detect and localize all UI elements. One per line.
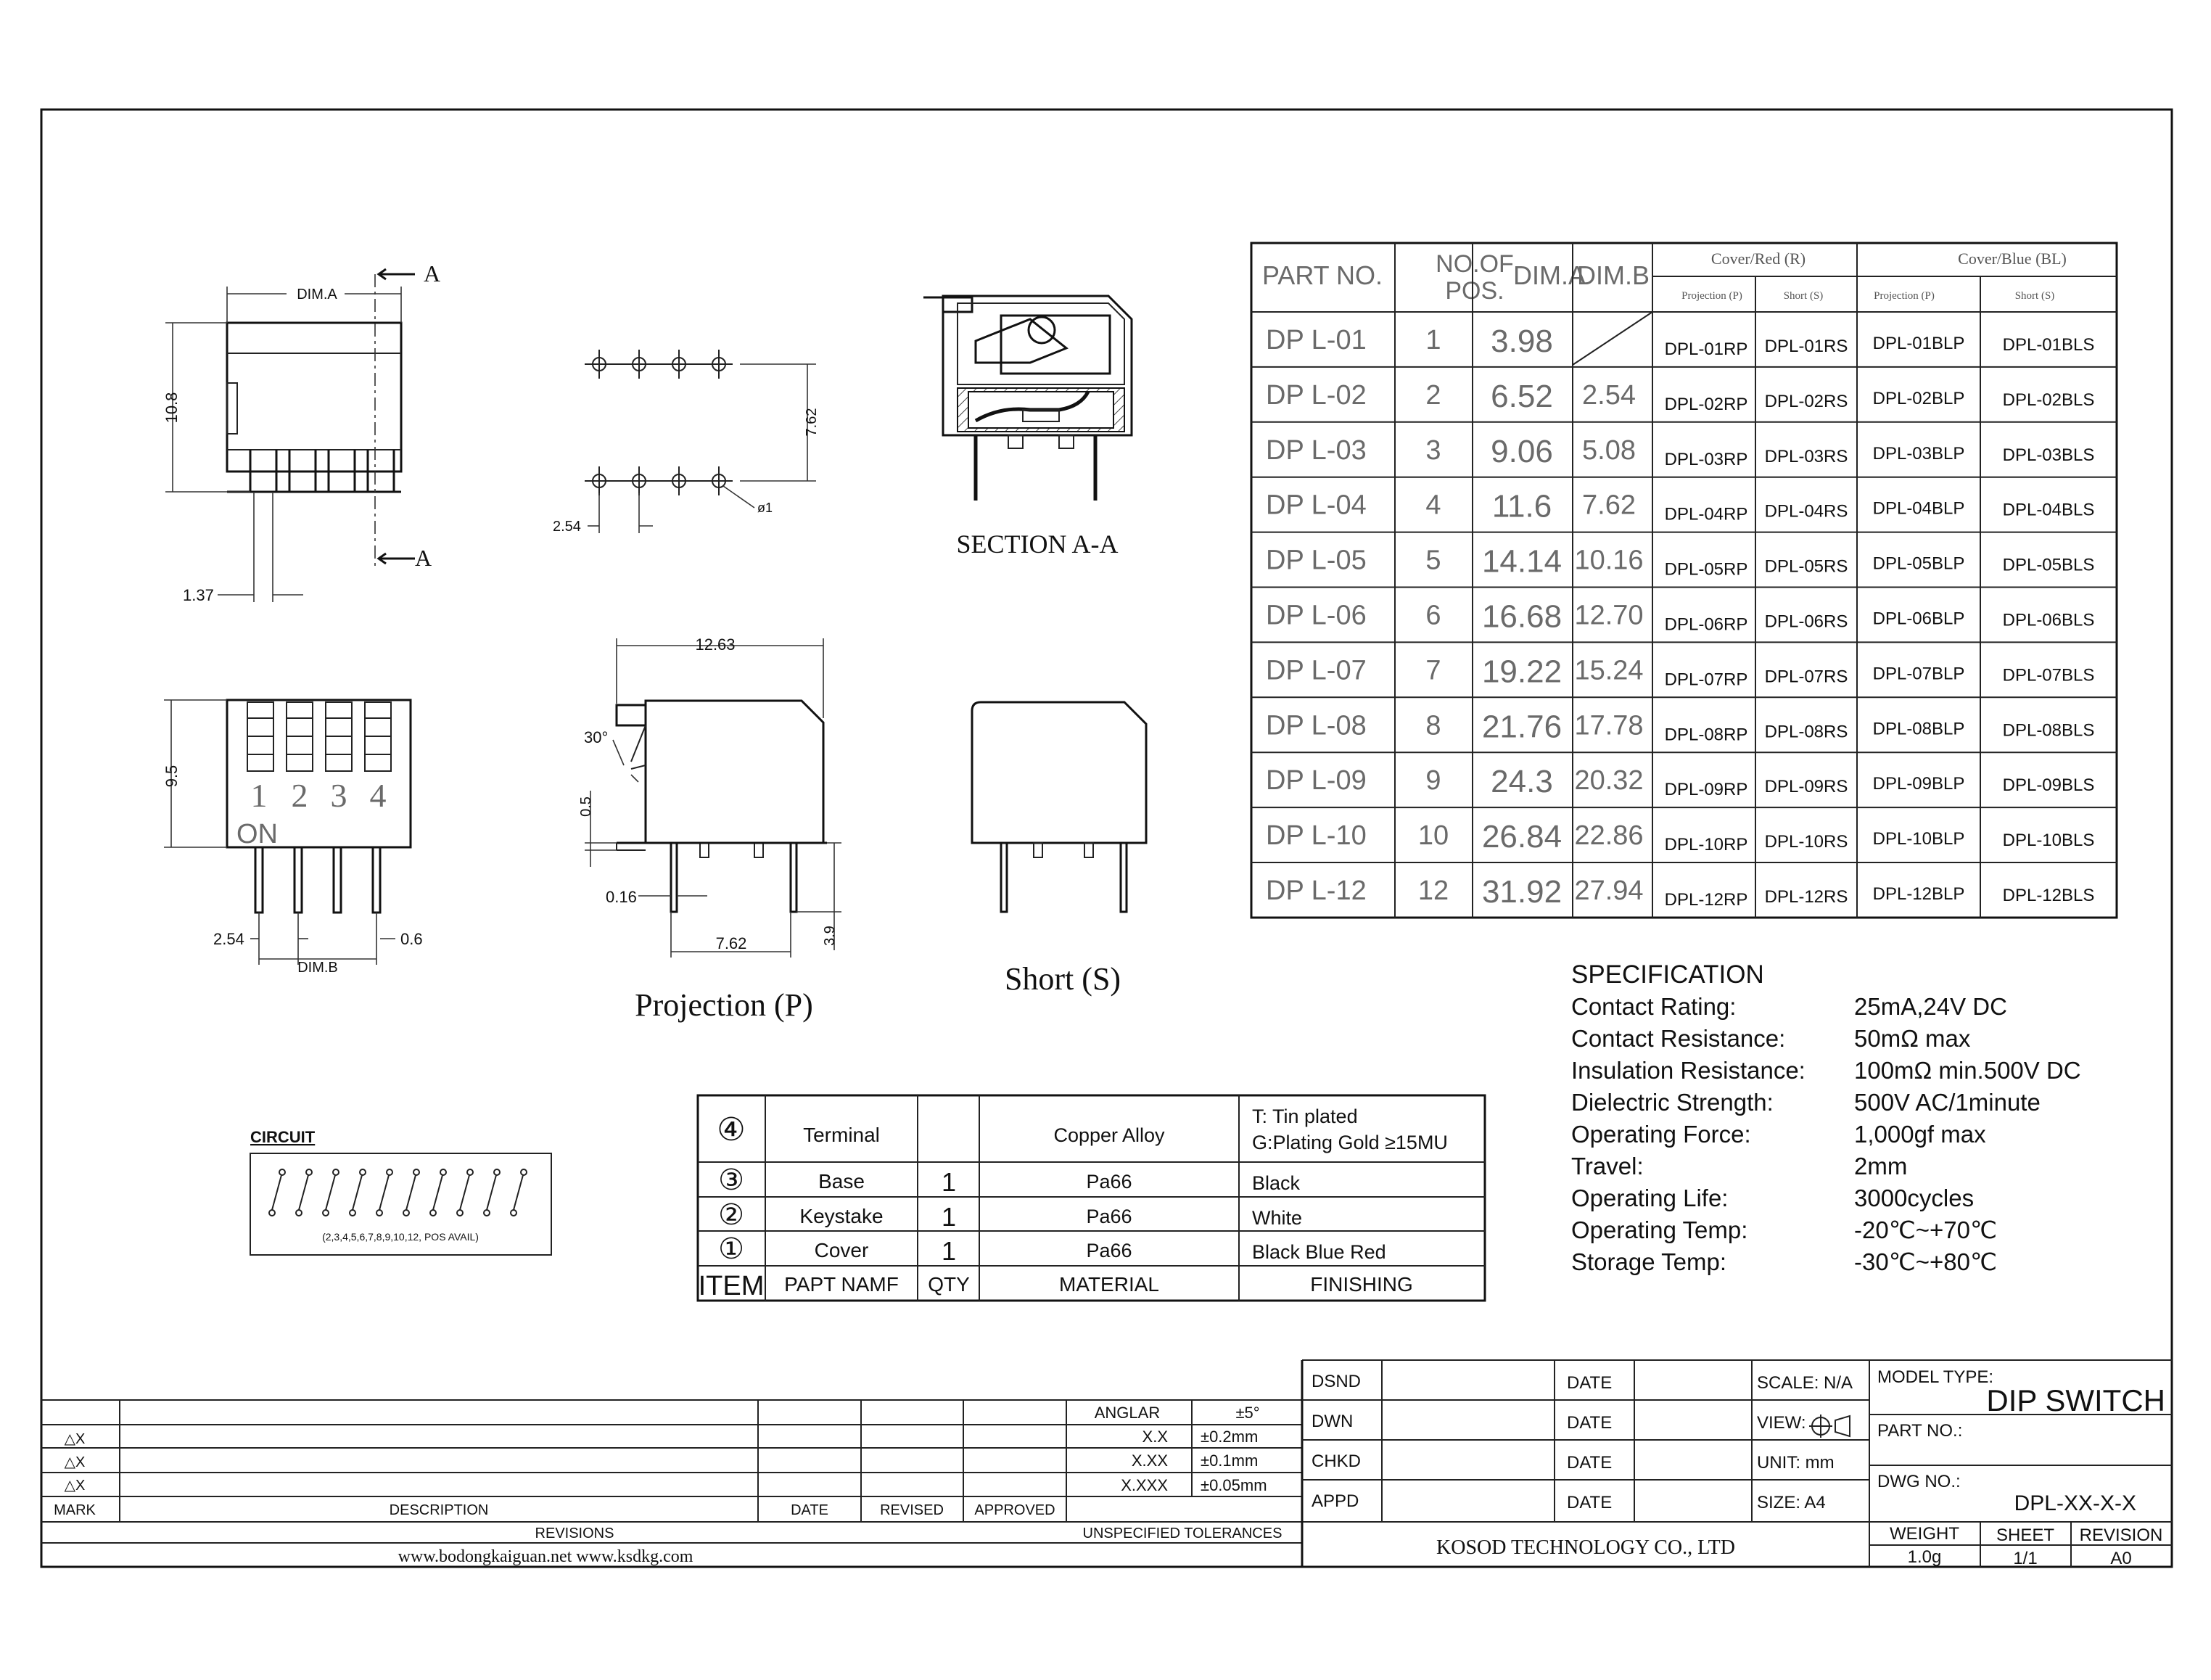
part-no-cell: DP L-06 (1266, 600, 1367, 631)
blue-projection-cell: DPL-06BLP (1872, 609, 1965, 629)
switch-contact-top (521, 1169, 527, 1175)
blue-projection-cell: DPL-03BLP (1872, 443, 1965, 464)
switch-contact-bottom (511, 1210, 516, 1216)
spec-label: Dielectric Strength: (1571, 1089, 1774, 1116)
approval-role: DSND (1312, 1372, 1362, 1391)
part-no-cell: DP L-02 (1266, 379, 1367, 411)
blue-projection-cell: DPL-01BLP (1872, 333, 1965, 353)
bom-material: Copper Alloy (1053, 1124, 1165, 1146)
part-no-cell: DP L-10 (1266, 820, 1367, 852)
part-no-cell: DP L-01 (1266, 324, 1367, 355)
part-no-label: PART NO.: (1877, 1421, 1963, 1441)
switch-number-1: 1 (250, 777, 268, 814)
positions-cell: 7 (1425, 655, 1441, 686)
tolerance-key: X.XXX (1121, 1476, 1168, 1494)
switch-number-4: 4 (369, 777, 387, 814)
switch-lever (379, 1175, 389, 1210)
red-projection-cell: DPL-10RP (1664, 835, 1748, 855)
positions-cell: 5 (1425, 545, 1441, 576)
red-short-cell: DPL-10RS (1764, 832, 1848, 852)
spec-value: 1,000gf max (1854, 1121, 1986, 1148)
top-view (162, 260, 440, 604)
bom-material: Pa66 (1086, 1171, 1132, 1193)
red-projection-cell: DPL-05RP (1664, 559, 1748, 580)
tolerance-key: ANGLAR (1094, 1404, 1161, 1422)
switch-contact-bottom (296, 1210, 302, 1216)
approval-date-label: DATE (1567, 1453, 1613, 1473)
spec-value: 50mΩ max (1854, 1025, 1971, 1052)
hole-dia-label: ø1 (757, 501, 773, 515)
approval-role: APPD (1312, 1491, 1359, 1511)
positions-cell: 2 (1425, 379, 1441, 411)
projection-view (578, 635, 841, 1023)
bom-finishing: G:Plating Gold ≥15MU (1252, 1132, 1448, 1153)
spec-label: Contact Resistance: (1571, 1025, 1786, 1052)
header-no-of: NO.OF (1436, 250, 1514, 278)
proj-h1-label: 0.5 (578, 796, 594, 817)
blue-projection-cell: DPL-04BLP (1872, 498, 1965, 519)
rev-date-header: DATE (791, 1502, 828, 1518)
header-part-no: PART NO. (1261, 260, 1383, 290)
section-mark-top: A (424, 260, 441, 287)
websites: www.bodongkaiguan.net www.ksdkg.com (398, 1547, 693, 1566)
short-view (972, 702, 1146, 997)
spec-label: Operating Temp: (1571, 1216, 1748, 1243)
proj-width-label: 12.63 (695, 635, 736, 654)
bom-qty: 1 (941, 1202, 957, 1232)
rev-revised-header: REVISED (880, 1502, 944, 1518)
part-no-cell: DP L-03 (1266, 435, 1367, 466)
positions-cell: 10 (1417, 820, 1449, 852)
part-no-cell: DP L-12 (1266, 875, 1367, 906)
header-blue-short: Short (S) (2014, 290, 2055, 302)
spec-value: 25mA,24V DC (1854, 993, 2007, 1020)
dim-b-label: DIM.B (297, 960, 338, 976)
spec-value: -30℃~+80℃ (1854, 1248, 1998, 1275)
bom-qty: 1 (941, 1167, 957, 1197)
dim-a-cell: 19.22 (1481, 654, 1562, 690)
blue-projection-cell: DPL-12BLP (1872, 884, 1965, 904)
tolerance-key: X.XX (1131, 1452, 1168, 1470)
projection-title: Projection (P) (635, 987, 813, 1023)
approval-info: VIEW: (1757, 1413, 1806, 1433)
sheet-label: SHEET (1996, 1525, 2055, 1545)
company-name: KOSOD TECHNOLOGY CO., LTD (1436, 1536, 1735, 1559)
sheet-value: 1/1 (2013, 1549, 2038, 1568)
red-short-cell: DPL-12RS (1764, 886, 1848, 907)
bom-header-material: MATERIAL (1059, 1273, 1159, 1296)
red-projection-cell: DPL-03RP (1664, 449, 1748, 469)
spec-label: Operating Life: (1571, 1185, 1729, 1211)
dim-b-cell: 22.86 (1574, 820, 1644, 852)
dim-a-cell: 11.6 (1491, 488, 1552, 524)
tolerance-key: X.X (1142, 1428, 1168, 1446)
switch-contact-bottom (323, 1210, 329, 1216)
switch-contact-top (306, 1169, 312, 1175)
header-red-short: Short (S) (1783, 290, 1824, 302)
bom-item-number: ③ (718, 1164, 744, 1196)
bom-item-number: ② (718, 1199, 744, 1231)
blue-projection-cell: DPL-08BLP (1872, 719, 1965, 739)
header-blue-projection: Projection (P) (1874, 290, 1935, 302)
red-projection-cell: DPL-08RP (1664, 725, 1748, 745)
spec-label: Insulation Resistance: (1571, 1057, 1806, 1084)
switch-contact-top (440, 1169, 446, 1175)
model-type-label: MODEL TYPE: (1877, 1367, 1994, 1387)
dim-b-cell: 7.62 (1582, 490, 1636, 521)
pitch-label: 1.37 (183, 586, 214, 604)
switch-number-3: 3 (330, 777, 347, 814)
blue-projection-cell: DPL-10BLP (1872, 829, 1965, 849)
bom-finishing: Black (1252, 1172, 1301, 1194)
section-mark-bottom: A (415, 545, 432, 571)
switch-contact-bottom (350, 1210, 355, 1216)
dim-b-cell: 17.78 (1574, 710, 1644, 741)
switch-lever (514, 1175, 523, 1210)
bom-part-name: Cover (814, 1239, 869, 1261)
red-short-cell: DPL-03RS (1764, 446, 1848, 466)
switch-lever (460, 1175, 469, 1210)
short-title: Short (S) (1004, 961, 1121, 997)
dim-a-cell: 14.14 (1481, 543, 1562, 580)
switch-contact-bottom (403, 1210, 409, 1216)
spec-value: 3000cycles (1854, 1185, 1975, 1211)
blue-short-cell: DPL-07BLS (2002, 665, 2095, 685)
bom-item-number: ① (718, 1233, 744, 1265)
approval-info: SIZE: A4 (1757, 1493, 1826, 1512)
red-short-cell: DPL-04RS (1764, 501, 1848, 522)
bom-part-name: Terminal (803, 1124, 880, 1146)
rev-approved-header: APPROVED (974, 1502, 1055, 1518)
switch-contact-top (279, 1169, 285, 1175)
pin-thickness-label: 0.16 (606, 888, 637, 906)
approval-date-label: DATE (1567, 1493, 1613, 1512)
positions-cell: 6 (1425, 600, 1441, 631)
switch-contact-top (413, 1169, 419, 1175)
header-cover-red: Cover/Red (R) (1710, 250, 1806, 268)
revisions-label: REVISIONS (535, 1525, 614, 1541)
switch-lever (487, 1175, 496, 1210)
switch-contact-bottom (457, 1210, 463, 1216)
red-short-cell: DPL-09RS (1764, 777, 1848, 797)
blue-short-cell: DPL-06BLS (2002, 610, 2095, 630)
bom-part-name: Base (818, 1170, 865, 1193)
dim-a-label: DIM.A (297, 287, 337, 302)
rev-mark-1: △X (64, 1431, 86, 1447)
specification (1571, 960, 2081, 1275)
dim-a-cell: 16.68 (1481, 598, 1562, 635)
dim-a-cell: 6.52 (1491, 378, 1553, 414)
approval-date-label: DATE (1567, 1373, 1613, 1393)
red-projection-cell: DPL-01RP (1664, 339, 1748, 359)
switch-contact-top (360, 1169, 366, 1175)
positions-cell: 9 (1425, 765, 1441, 796)
header-dim-b: DIM.B (1576, 260, 1650, 290)
bom-finishing: Black Blue Red (1252, 1241, 1386, 1263)
dim-a-cell: 9.06 (1491, 433, 1553, 469)
red-projection-cell: DPL-02RP (1664, 394, 1748, 414)
dim-b-cell: 5.08 (1582, 435, 1636, 466)
circuit-title: CIRCUIT (250, 1128, 316, 1146)
blue-projection-cell: DPL-09BLP (1872, 774, 1965, 794)
rev-description-header: DESCRIPTION (389, 1502, 489, 1518)
rev-mark-2: △X (64, 1454, 86, 1470)
tolerances-label: UNSPECIFIED TOLERANCES (1082, 1525, 1282, 1541)
part-no-cell: DP L-08 (1266, 710, 1367, 741)
spec-label: Travel: (1571, 1153, 1644, 1179)
section-view (923, 296, 1132, 559)
red-short-cell: DPL-01RS (1764, 336, 1848, 356)
pin-width-label: 0.6 (400, 930, 423, 948)
tolerance-value: ±0.05mm (1201, 1476, 1267, 1494)
pcb-pitch-label: 2.54 (553, 519, 581, 535)
bom-finishing: T: Tin plated (1252, 1105, 1358, 1127)
red-projection-cell: DPL-06RP (1664, 614, 1748, 635)
bill-of-materials (698, 1095, 1485, 1301)
spec-value: 500V AC/1minute (1854, 1089, 2041, 1116)
red-short-cell: DPL-06RS (1764, 612, 1848, 632)
bom-part-name: Keystake (799, 1205, 884, 1227)
circuit-note: (2,3,4,5,6,7,8,9,10,12, POS AVAIL) (322, 1231, 479, 1243)
front-pitch-label: 2.54 (213, 930, 244, 948)
tolerance-value: ±0.2mm (1201, 1428, 1259, 1446)
dim-a-cell: 24.3 (1491, 764, 1553, 800)
dim-a-cell: 26.84 (1481, 819, 1562, 855)
switch-contact-bottom (484, 1210, 490, 1216)
part-no-cell: DP L-09 (1266, 765, 1367, 796)
bom-header-item: ITEM (698, 1271, 765, 1301)
red-projection-cell: DPL-09RP (1664, 780, 1748, 800)
approval-role: CHKD (1312, 1452, 1362, 1471)
switch-contact-bottom (430, 1210, 436, 1216)
spec-label: Storage Temp: (1571, 1248, 1727, 1275)
switch-lever (406, 1175, 416, 1210)
switch-contact-top (467, 1169, 473, 1175)
spec-value: 2mm (1854, 1153, 1908, 1179)
switch-contact-bottom (269, 1210, 275, 1216)
blue-projection-cell: DPL-07BLP (1872, 664, 1965, 684)
section-title: SECTION A-A (956, 530, 1119, 559)
bom-material: Pa66 (1086, 1240, 1132, 1261)
dim-b-cell: 15.24 (1574, 655, 1644, 686)
row-gap-label: 7.62 (804, 408, 820, 437)
switch-lever (353, 1175, 362, 1210)
switch-contact-top (494, 1169, 500, 1175)
dim-b-cell: 27.94 (1574, 875, 1644, 906)
blue-projection-cell: DPL-02BLP (1872, 388, 1965, 408)
tolerance-value: ±5° (1235, 1404, 1260, 1422)
bom-item-number: ④ (717, 1112, 746, 1148)
rev-mark-3: △X (64, 1478, 86, 1494)
revision-label: REVISION (2079, 1525, 2163, 1545)
switch-lever (299, 1175, 308, 1210)
header-dim-a: DIM.A (1512, 260, 1586, 290)
switch-contact-bottom (376, 1210, 382, 1216)
on-label: ON (236, 819, 278, 849)
red-projection-cell: DPL-12RP (1664, 889, 1748, 910)
model-type: DIP SWITCH (1986, 1383, 2165, 1417)
pcb-hole-pattern (553, 350, 820, 535)
dim-a-cell: 21.76 (1481, 709, 1562, 745)
switch-contact-top (333, 1169, 339, 1175)
red-short-cell: DPL-05RS (1764, 556, 1848, 577)
positions-cell: 8 (1425, 710, 1441, 741)
blue-short-cell: DPL-05BLS (2002, 555, 2095, 575)
approval-info: UNIT: mm (1757, 1453, 1835, 1473)
red-short-cell: DPL-08RS (1764, 722, 1848, 742)
blue-short-cell: DPL-01BLS (2002, 334, 2095, 355)
header-cover-blue: Cover/Blue (BL) (1958, 250, 2067, 268)
positions-cell: 3 (1425, 435, 1441, 466)
bom-header-finishing: FINISHING (1310, 1273, 1413, 1296)
red-projection-cell: DPL-07RP (1664, 670, 1748, 690)
red-projection-cell: DPL-04RP (1664, 504, 1748, 524)
switch-number-2: 2 (291, 777, 308, 814)
positions-cell: 1 (1425, 324, 1441, 355)
approval-role: DWN (1312, 1412, 1354, 1431)
dim-a-cell: 3.98 (1491, 323, 1553, 359)
dwg-no: DPL-XX-X-X (2014, 1491, 2136, 1515)
angle-label: 30° (584, 728, 609, 746)
positions-cell: 4 (1425, 490, 1441, 521)
front-view (162, 700, 423, 976)
part-no-cell: DP L-04 (1266, 490, 1367, 521)
weight-value: 1.0g (1907, 1547, 1942, 1567)
blue-short-cell: DPL-02BLS (2002, 390, 2095, 410)
spec-title: SPECIFICATION (1571, 960, 1764, 989)
switch-lever (272, 1175, 281, 1210)
blue-short-cell: DPL-12BLS (2002, 885, 2095, 905)
part-no-cell: DP L-07 (1266, 655, 1367, 686)
front-height-label: 9.5 (162, 765, 181, 788)
rev-mark-header: MARK (54, 1502, 96, 1518)
blue-short-cell: DPL-08BLS (2002, 720, 2095, 741)
switch-lever (433, 1175, 442, 1210)
title-block (41, 1360, 2172, 1568)
height-label: 10.8 (162, 392, 181, 424)
positions-cell: 12 (1417, 875, 1449, 906)
bom-header-name: PAPT NAMF (784, 1273, 899, 1296)
spec-value: -20℃~+70℃ (1854, 1216, 1998, 1243)
spec-label: Operating Force: (1571, 1121, 1751, 1148)
blue-short-cell: DPL-04BLS (2002, 500, 2095, 520)
bom-header-qty: QTY (928, 1273, 970, 1296)
red-short-cell: DPL-02RS (1764, 391, 1848, 411)
pin-height-label: 3.9 (822, 926, 838, 946)
dim-a-cell: 31.92 (1481, 873, 1562, 910)
part-number-table (1251, 243, 2117, 918)
dim-b-cell: 10.16 (1574, 545, 1644, 576)
blue-projection-cell: DPL-05BLP (1872, 553, 1965, 574)
dwg-no-label: DWG NO.: (1877, 1472, 1961, 1491)
circuit-diagram (250, 1128, 551, 1255)
header-pos: POS. (1445, 277, 1504, 305)
pin-span-label: 7.62 (715, 934, 747, 952)
tolerance-value: ±0.1mm (1201, 1452, 1259, 1470)
dim-b-cell: 2.54 (1582, 379, 1636, 411)
blue-short-cell: DPL-09BLS (2002, 775, 2095, 796)
approval-info: SCALE: N/A (1757, 1373, 1853, 1393)
dim-b-cell: 20.32 (1574, 765, 1644, 796)
approval-date-label: DATE (1567, 1413, 1613, 1433)
dim-b-cell: 12.70 (1574, 600, 1644, 631)
part-no-cell: DP L-05 (1266, 545, 1367, 576)
switch-contact-top (387, 1169, 392, 1175)
spec-label: Contact Rating: (1571, 993, 1737, 1020)
bom-qty: 1 (941, 1236, 957, 1266)
header-red-projection: Projection (P) (1681, 290, 1742, 302)
spec-value: 100mΩ min.500V DC (1854, 1057, 2081, 1084)
switch-lever (326, 1175, 335, 1210)
bom-material: Pa66 (1086, 1206, 1132, 1227)
blue-short-cell: DPL-10BLS (2002, 831, 2095, 851)
bom-finishing: White (1252, 1207, 1303, 1229)
view-symbol-icon (1809, 1415, 1850, 1438)
weight-label: WEIGHT (1890, 1524, 1959, 1544)
blue-short-cell: DPL-03BLS (2002, 445, 2095, 465)
revision-value: A0 (2110, 1549, 2132, 1568)
red-short-cell: DPL-07RS (1764, 667, 1848, 687)
